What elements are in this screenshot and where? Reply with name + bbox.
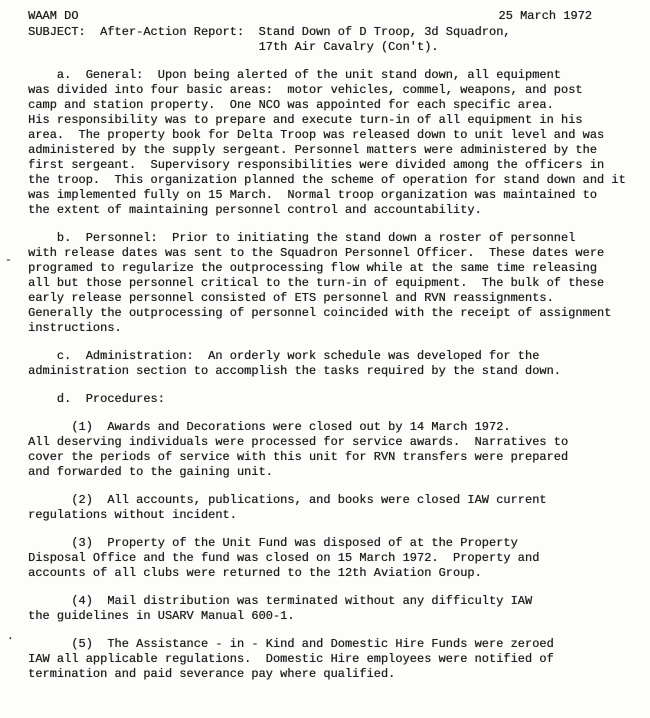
text-line: with release dates was sent to the Squadron Personnel Officer. These dates were: [28, 246, 605, 260]
paragraph-a: [28, 68, 650, 218]
text-line: His responsibility was to prepare and execute turn-in of all equipment in his: [28, 113, 583, 127]
paragraph-d1: [28, 420, 650, 480]
text-line: accounts of all clubs were returned to the 12th Aviation Group.: [28, 566, 482, 580]
text-line: a. General: Upon being alerted of the unit stand down, all equipment: [28, 68, 561, 82]
scan-artifact-dot: .: [7, 631, 14, 643]
text-line: (5) The Assistance - in - Kind and Domestic Hire Funds were zeroed: [28, 637, 554, 651]
text-line: the guidelines in USARV Manual 600-1.: [28, 609, 295, 623]
paragraph-b: [28, 231, 650, 336]
paragraph-d4: [28, 594, 650, 624]
text-line: d. Procedures:: [28, 392, 165, 406]
text-line: programed to regularize the outprocessing flow while at the same time releasing: [28, 261, 597, 275]
text-line: c. Administration: An orderly work schedule was developed for the: [28, 349, 540, 363]
paragraph-d3: [28, 536, 650, 581]
text-line: and forwarded to the gaining unit.: [28, 465, 273, 479]
subject-line: SUBJECT: After-Action Report: Stand Down of D Troop, 3d Squadron,: [28, 25, 511, 39]
subject-block: [28, 25, 650, 55]
subject-continuation-line: 17th Air Cavalry (Con't).: [28, 40, 439, 54]
text-line: administered by the supply sergeant. Personnel matters were administered by the: [28, 143, 597, 157]
paragraph-c: [28, 349, 650, 379]
text-line: b. Personnel: Prior to initiating the stand down a roster of personnel: [28, 231, 576, 245]
text-line: all but those personnel critical to the turn-in of equipment. The bulk of these: [28, 276, 605, 290]
text-line: All deserving individuals were processed for service awards. Narratives to: [28, 435, 569, 449]
document-header: [28, 9, 650, 24]
text-line: first sergeant. Supervisory responsibilities were divided among the officers in: [28, 158, 605, 172]
text-line: was implemented fully on 15 March. Normal troop organization was maintained to: [28, 188, 597, 202]
text-line: Disposal Office and the fund was closed on 15 March 1972. Property and: [28, 551, 540, 565]
text-line: early release personnel consisted of ETS personnel and RVN reassignments.: [28, 291, 554, 305]
text-line: instructions.: [28, 321, 122, 335]
text-line: (2) All accounts, publications, and books were closed IAW current: [28, 493, 547, 507]
text-line: area. The property book for Delta Troop was released down to unit level and was: [28, 128, 605, 142]
text-line: regulations without incident.: [28, 508, 237, 522]
text-line: Generally the outprocessing of personnel coincided with the receipt of assignment: [28, 306, 612, 320]
text-line: IAW all applicable regulations. Domestic Hire employees were notified of: [28, 652, 554, 666]
scan-artifact-dash: -: [5, 255, 12, 267]
paragraph-d2: [28, 493, 650, 523]
text-line: camp and station property. One NCO was appointed for each specific area.: [28, 98, 554, 112]
office-symbol: WAAM DO: [28, 9, 79, 23]
text-line: cover the periods of service with this unit for RVN transfers were prepared: [28, 450, 569, 464]
text-line: (3) Property of the Unit Fund was disposed of at the Property: [28, 536, 518, 550]
paragraph-d: [28, 392, 650, 407]
paragraph-d5: [28, 637, 650, 682]
document-date: 25 March 1972: [498, 9, 592, 23]
text-line: the extent of maintaining personnel control and accountability.: [28, 203, 482, 217]
text-line: was divided into four basic areas: motor vehicles, commel, weapons, and post: [28, 83, 583, 97]
text-line: (4) Mail distribution was terminated without any difficulty IAW: [28, 594, 533, 608]
text-line: the troop. This organization planned the scheme of operation for stand down and it: [28, 173, 626, 187]
document-body: [28, 68, 650, 682]
text-line: (1) Awards and Decorations were closed out by 14 March 1972.: [28, 420, 511, 434]
text-line: termination and paid severance pay where qualified.: [28, 667, 396, 681]
text-line: administration section to accomplish the tasks required by the stand down.: [28, 364, 561, 378]
